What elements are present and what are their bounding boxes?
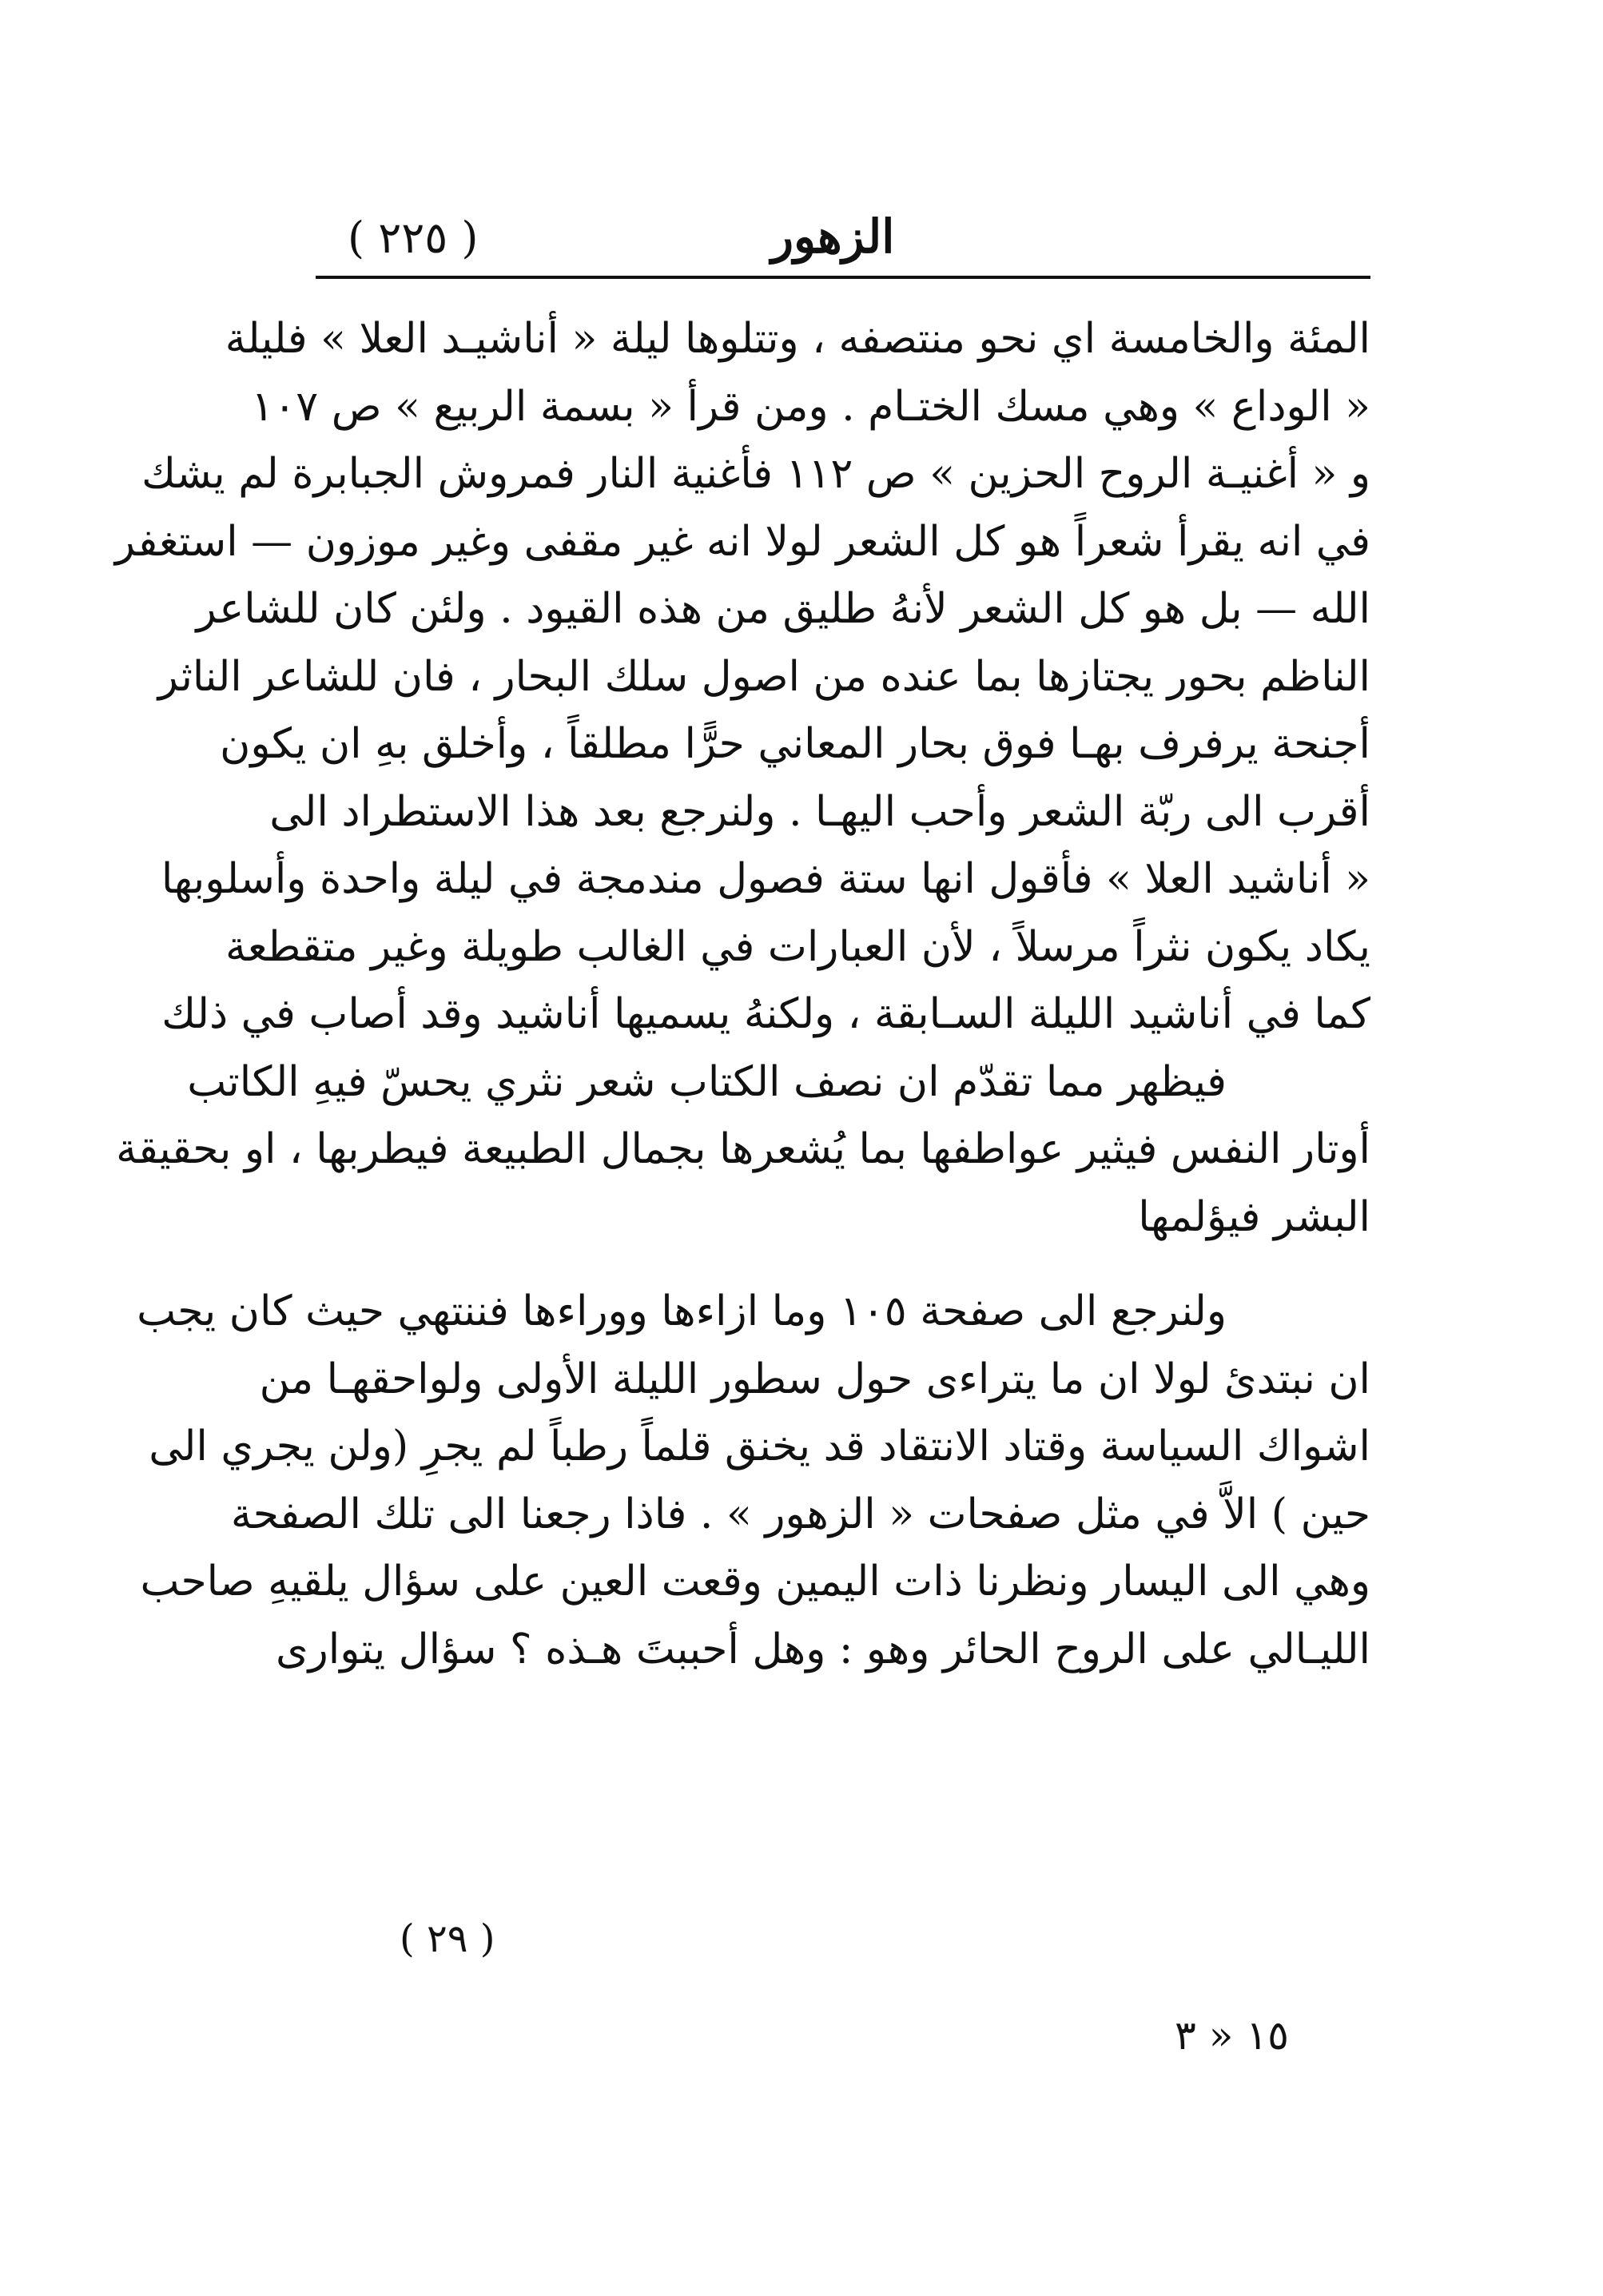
text-line: أجنحة يرفرف بهـا فوق بحار المعاني حرًّا مطلقاً ، وأخلق بهِ ان يكون [220,720,1370,768]
body-text [114,305,1370,1683]
running-title: الزهور [771,209,895,264]
text-line: المئة والخامسة اي نحو منتصفه ، وتتلوها ليلة « أناشيـد العلا » فليلة [225,315,1370,363]
text-line: ان نبتدئ لولا ان ما يتراءى حول سطور الليلة الأولى ولواحقهـا من [259,1355,1370,1403]
text-line: أوتار النفس فيثير عواطفها بما يُشعرها بجمال الطبيعة فيطربها ، او بحقيقة [116,1125,1370,1173]
page-number: ( ٢٢٥ ) [348,213,479,263]
text-line: يكاد يكون نثراً مرسلاً ، لأن العبارات في الغالب طويلة وغير متقطعة [225,922,1370,971]
text-line: فيظهر مما تقدّم ان نصف الكتاب شعر نثري يحسّ فيهِ الكاتب [187,1057,1227,1106]
text-line: « أناشيد العلا » فأقول انها ستة فصول مندمجة في ليلة واحدة وأسلوبها [161,855,1370,903]
text-line: الناظم بحور يجتازها بما عنده من اصول سلك البحار ، فان للشاعر الناثر [157,652,1370,701]
text-line: حين ) الاَّ في مثل صفحات « الزهور » . فاذا رجعنا الى تلك الصفحة [230,1490,1370,1538]
paragraph-gap [316,1251,1370,1278]
text-line: و « أغنيـة الروح الحزين » ص ١١٢ فأغنية النار فمروش الجبابرة لم يشك [141,450,1370,498]
text-line: اشواك السياسة وقتاد الانتقاد قد يخنق قلماً رطباً لم يجرِ (ولن يجري الى [149,1423,1370,1470]
text-line: البشر فيؤلمها [1138,1192,1370,1241]
header-rule [316,276,1370,279]
running-header [316,206,1370,270]
footnote-marker: ( ٢٩ ) [400,1916,495,1961]
signature-mark: ١٥ « ٣ [1175,2012,1289,2059]
text-line: كما في أناشيد الليلة السـابقة ، ولكنهُ يسميها أناشيد وقد أصاب في ذلك [161,990,1370,1038]
text-line: أقرب الى ربّة الشعر وأحب اليهـا . ولنرجع بعد هذا الاستطراد الى [269,787,1370,836]
text-line: وهي الى اليسار ونظرنا ذات اليمين وقعت العين على سؤال يلقيهِ صاحب [140,1558,1370,1606]
text-line: « الوداع » وهي مسك الختـام . ومن قرأ « بسمة الربيع » ص ١٠٧ [251,382,1370,431]
text-line: في انه يقرأ شعراً هو كل الشعر لولا انه غير مقفى وغير موزون — استغفر [114,517,1370,566]
text-line: الله — بل هو كل الشعر لأنهُ طليق من هذه القيود . ولئن كان للشاعر [196,585,1370,633]
text-line: ولنرجع الى صفحة ١٠٥ وما ازاءها ووراءها فننتهي حيث كان يجب [137,1287,1227,1335]
text-line: الليـالي على الروح الحائر وهو : وهل أحببتَ هـذه ؟ سؤال يتوارى [275,1625,1370,1673]
